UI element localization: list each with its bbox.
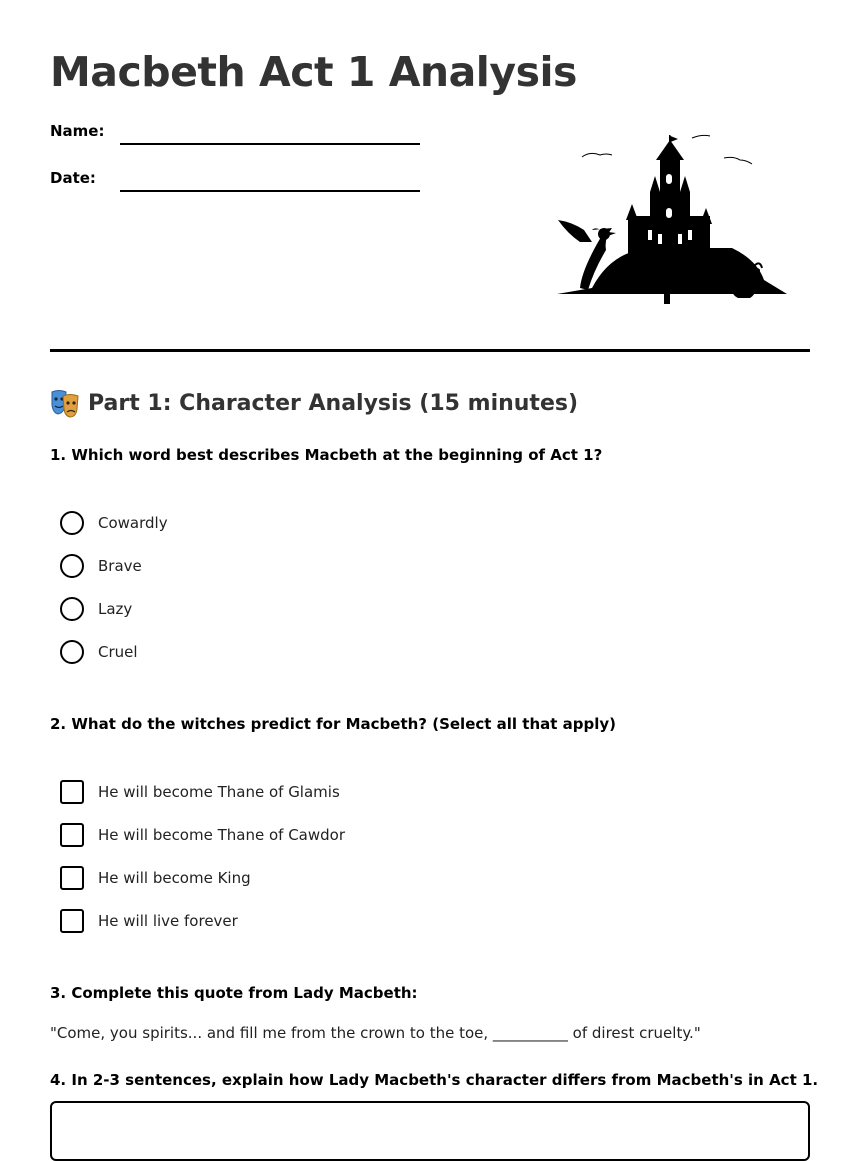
theater-masks-icon bbox=[50, 388, 80, 418]
question-3: 3. Complete this quote from Lady Macbeth: bbox=[50, 984, 418, 1002]
lady-macbeth-quote: "Come, you spirits... and fill me from the crown to the toe, __________ of direst cruelty." bbox=[50, 1024, 701, 1042]
option-label: Cowardly bbox=[98, 514, 168, 532]
q2-option-glamis[interactable] bbox=[60, 780, 340, 804]
option-label: Cruel bbox=[98, 643, 138, 661]
date-label: Date: bbox=[50, 169, 96, 187]
question-4: 4. In 2-3 sentences, explain how Lady Macbeth's character differs from Macbeth's in Act 1. bbox=[50, 1071, 819, 1089]
radio-button[interactable] bbox=[60, 640, 84, 664]
option-label: He will live forever bbox=[98, 912, 238, 930]
q1-option-lazy[interactable] bbox=[60, 597, 132, 621]
q2-option-cawdor[interactable] bbox=[60, 823, 345, 847]
q2-option-king[interactable] bbox=[60, 866, 251, 890]
option-label: He will become Thane of Glamis bbox=[98, 783, 340, 801]
option-label: He will become Thane of Cawdor bbox=[98, 826, 345, 844]
castle-raven-cauldron-silhouette-icon bbox=[552, 130, 792, 320]
radio-button[interactable] bbox=[60, 597, 84, 621]
checkbox[interactable] bbox=[60, 866, 84, 890]
option-label: Lazy bbox=[98, 600, 133, 618]
checkbox[interactable] bbox=[60, 780, 84, 804]
question-1: 1. Which word best describes Macbeth at the beginning of Act 1? bbox=[50, 446, 603, 464]
answer-textarea[interactable] bbox=[50, 1101, 810, 1161]
q1-option-brave[interactable] bbox=[60, 554, 142, 578]
option-label: He will become King bbox=[98, 869, 251, 887]
checkbox[interactable] bbox=[60, 823, 84, 847]
radio-button[interactable] bbox=[60, 554, 84, 578]
question-2: 2. What do the witches predict for Macbeth? (Select all that apply) bbox=[50, 715, 617, 733]
radio-button[interactable] bbox=[60, 511, 84, 535]
page-title: Macbeth Act 1 Analysis bbox=[50, 48, 577, 96]
q1-option-cruel[interactable] bbox=[60, 640, 138, 664]
name-field[interactable] bbox=[120, 143, 420, 145]
part1-heading-text: Part 1: Character Analysis (15 minutes) bbox=[88, 390, 579, 416]
checkbox[interactable] bbox=[60, 909, 84, 933]
name-label: Name: bbox=[50, 122, 105, 140]
section-divider bbox=[50, 349, 810, 352]
part1-heading bbox=[50, 388, 578, 418]
date-field[interactable] bbox=[120, 190, 420, 192]
q1-option-cowardly[interactable] bbox=[60, 511, 168, 535]
option-label: Brave bbox=[98, 557, 142, 575]
q2-option-live-forever[interactable] bbox=[60, 909, 238, 933]
